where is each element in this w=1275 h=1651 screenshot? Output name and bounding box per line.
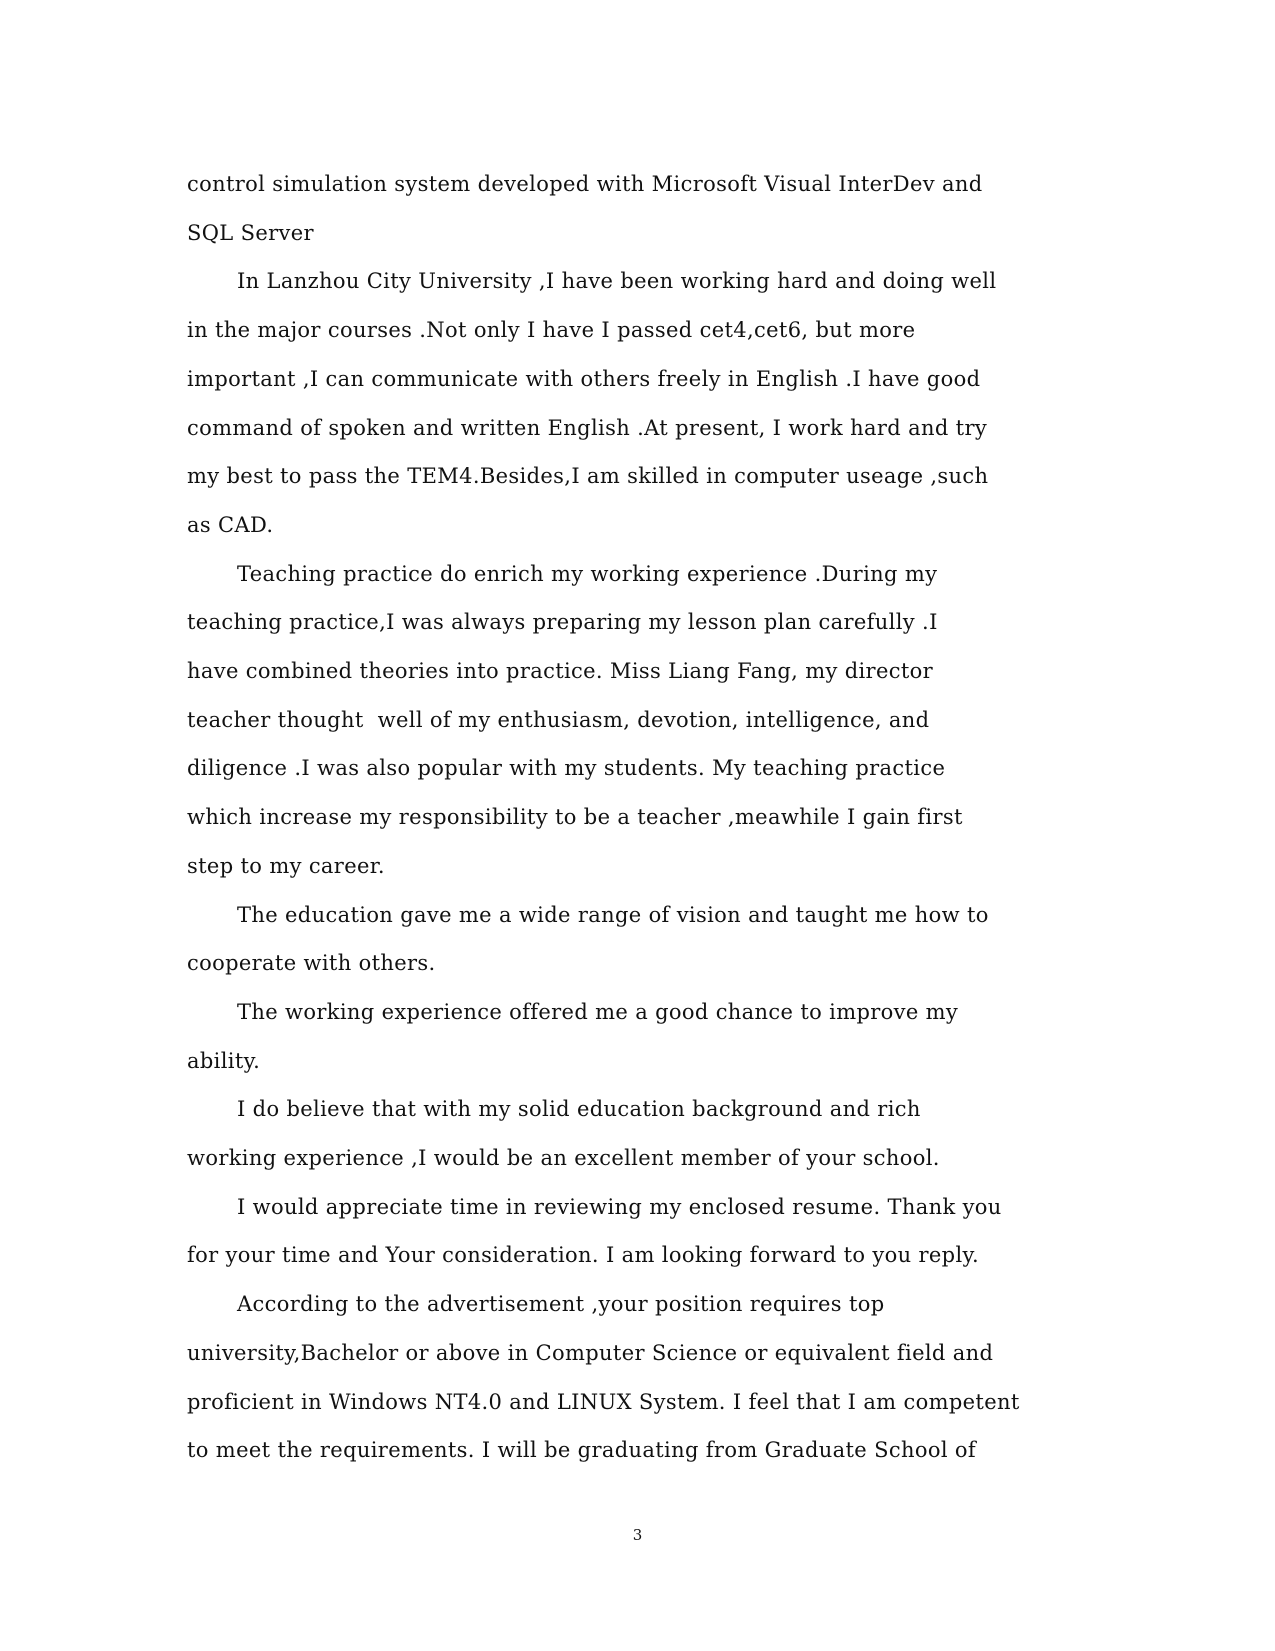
text-line: diligence .I was also popular with my students. My teaching practice	[187, 756, 946, 781]
document-body	[187, 160, 1087, 1475]
text-line: teaching practice,I was always preparing my lesson plan carefully .I	[187, 610, 938, 635]
paragraph-advertisement	[187, 1280, 1087, 1475]
text-line: The education gave me a wide range of vision and taught me how to	[237, 902, 989, 927]
text-line: ability.	[187, 1048, 261, 1073]
text-line: which increase my responsibility to be a teacher ,meawhile I gain first	[187, 805, 963, 830]
text-line: According to the advertisement ,your position requires top	[237, 1292, 885, 1317]
text-line: important ,I can communicate with others freely in English .I have good	[187, 366, 981, 391]
text-line: Teaching practice do enrich my working experience .During my	[237, 561, 938, 586]
text-line: university,Bachelor or above in Computer Science or equivalent field and	[187, 1340, 994, 1365]
paragraph-education	[187, 891, 1087, 988]
paragraph-university	[187, 257, 1087, 549]
text-line: as CAD.	[187, 512, 274, 537]
paragraph-appreciation	[187, 1183, 1087, 1280]
text-line: SQL Server	[187, 220, 314, 245]
text-line: for your time and Your consideration. I am looking forward to you reply.	[187, 1243, 979, 1268]
text-line: step to my career.	[187, 853, 385, 878]
text-line: control simulation system developed with Microsoft Visual InterDev and	[187, 172, 983, 196]
text-line: have combined theories into practice. Miss Liang Fang, my director	[187, 659, 933, 684]
text-line: working experience ,I would be an excellent member of your school.	[187, 1146, 940, 1171]
text-line: in the major courses .Not only I have I passed cet4,cet6, but more	[187, 318, 916, 343]
text-line: proficient in Windows NT4.0 and LINUX System. I feel that I am competent	[187, 1389, 1020, 1414]
paragraph-teaching-practice	[187, 550, 1087, 891]
paragraph-working-experience	[187, 988, 1087, 1085]
text-line: teacher thought well of my enthusiasm, devotion, intelligence, and	[187, 707, 930, 732]
text-line: command of spoken and written English .At present, I work hard and try	[187, 415, 988, 440]
text-line: cooperate with others.	[187, 951, 436, 976]
text-line: The working experience offered me a good chance to improve my	[237, 999, 959, 1024]
paragraph-belief	[187, 1085, 1087, 1182]
text-line: I do believe that with my solid education background and rich	[237, 1097, 921, 1122]
text-line: In Lanzhou City University ,I have been working hard and doing well	[237, 269, 997, 294]
text-line: my best to pass the TEM4.Besides,I am skilled in computer useage ,such	[187, 464, 989, 489]
page-number: 3	[632, 1526, 643, 1544]
text-line: to meet the requirements. I will be graduating from Graduate School of	[187, 1438, 977, 1463]
text-line: I would appreciate time in reviewing my enclosed resume. Thank you	[237, 1194, 1002, 1219]
paragraph-continuation	[187, 160, 1087, 257]
